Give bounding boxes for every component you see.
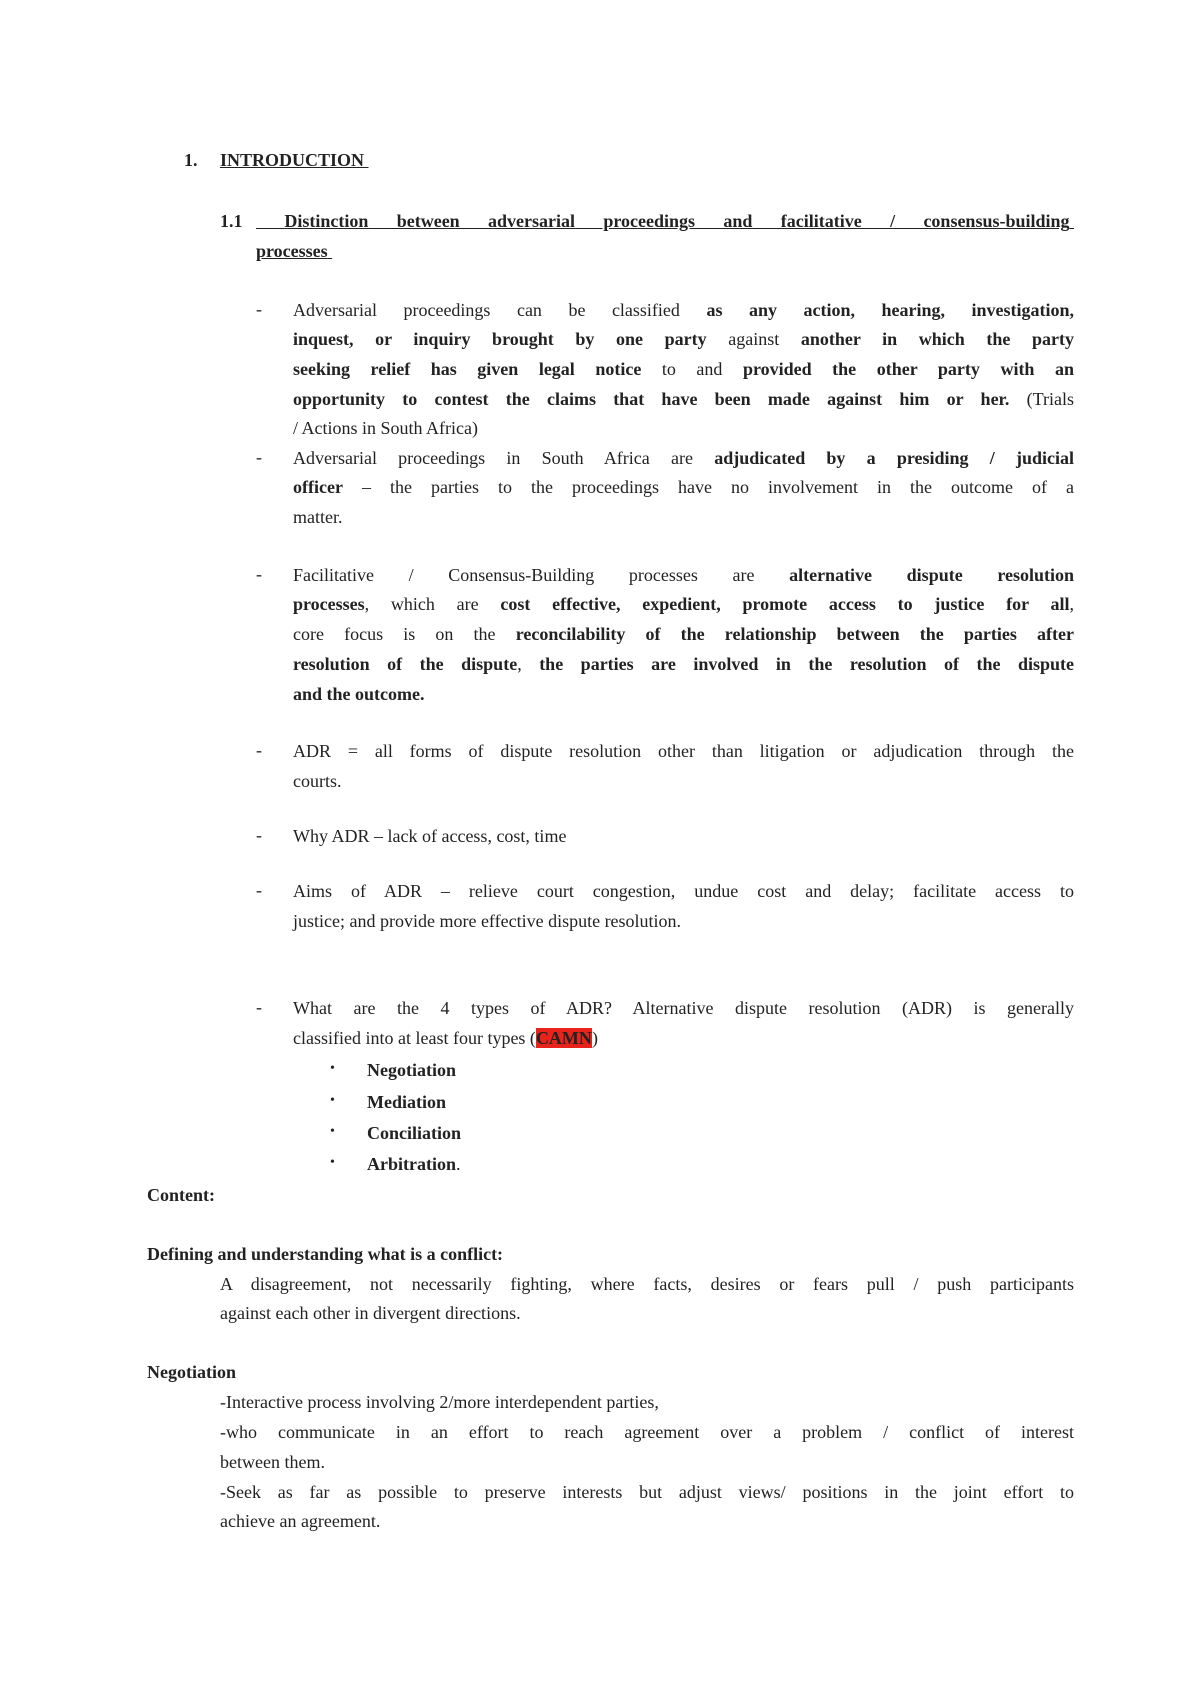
b6-line1: Aims of ADR – relieve court congestion, undue cost and delay; facilitate access to	[293, 881, 1074, 901]
b1-line1: Adversarial proceedings can be classified as any action, hearing, investigation,	[293, 300, 1074, 320]
b3-line5: and the outcome.	[293, 684, 425, 704]
b7-line2: classified into at least four types (CAMN)	[293, 1028, 598, 1048]
b3-line4: resolution of the dispute, the parties are involved in the resolution of the dispute	[293, 654, 1075, 674]
bullet-icon: •	[330, 1061, 335, 1076]
dash-bullet: -	[256, 825, 262, 845]
bullet-icon: •	[330, 1124, 335, 1139]
b5-line1: Why ADR – lack of access, cost, time	[293, 826, 567, 846]
bullet-icon: •	[330, 1093, 335, 1108]
subsection-number: 1.1	[220, 211, 243, 231]
b2-line2: officer – the parties to the proceedings have no involvement in the outcome of a	[293, 477, 1074, 497]
dash-bullet: -	[256, 299, 262, 319]
b3-line2: processes, which are cost effective, expedient, promote access to justice for all,	[293, 594, 1074, 614]
b1-line5: / Actions in South Africa)	[293, 418, 478, 438]
content-label: Content:	[147, 1185, 215, 1205]
camn-highlight: CAMN	[535, 1028, 592, 1048]
type-mediation: Mediation	[367, 1092, 446, 1112]
conflict-line1: A disagreement, not necessarily fighting, where facts, desires or fears pull / push participants	[220, 1274, 1074, 1294]
b2-line1: Adversarial proceedings in South Africa are adjudicated by a presiding / judicial	[293, 448, 1074, 468]
negotiation-line1: -Interactive process involving 2/more interdependent parties,	[220, 1392, 659, 1412]
subsection-title-line1: Distinction between adversarial proceedings and facilitative / consensus-building	[284, 211, 1070, 231]
b4-line2: courts.	[293, 771, 342, 791]
dash-bullet: -	[256, 564, 262, 584]
b3-line3: core focus is on the reconcilability of the relationship between the parties after	[293, 624, 1074, 644]
b1-line3: seeking relief has given legal notice to and provided the other party with an	[293, 359, 1074, 379]
dash-bullet: -	[256, 997, 262, 1017]
bullet-icon: •	[330, 1155, 335, 1170]
dash-bullet: -	[256, 880, 262, 900]
type-conciliation: Conciliation	[367, 1123, 462, 1143]
subsection-title-line2: processes	[256, 241, 328, 261]
conflict-heading: Defining and understanding what is a conflict:	[147, 1244, 504, 1264]
b4-line1: ADR = all forms of dispute resolution other than litigation or adjudication through the	[293, 741, 1074, 761]
b1-line2: inquest, or inquiry brought by one party against another in which the party	[293, 329, 1074, 349]
dash-bullet: -	[256, 740, 262, 760]
dash-bullet: -	[256, 447, 262, 467]
negotiation-line2: -who communicate in an effort to reach agreement over a problem / conflict of interest	[220, 1422, 1074, 1442]
negotiation-line5: achieve an agreement.	[220, 1511, 381, 1531]
b2-line3: matter.	[293, 507, 343, 527]
b6-line2: justice; and provide more effective dispute resolution.	[293, 911, 682, 931]
section-number: 1.	[184, 150, 198, 170]
negotiation-line3: between them.	[220, 1452, 325, 1472]
b1-line4: opportunity to contest the claims that have been made against him or her. (Trials	[293, 389, 1074, 409]
type-negotiation: Negotiation	[367, 1060, 456, 1080]
b3-line1: Facilitative / Consensus-Building processes are alternative dispute resolution	[293, 565, 1074, 585]
conflict-line2: against each other in divergent directions.	[220, 1303, 521, 1323]
section-title: INTRODUCTION	[220, 150, 365, 170]
b7-line1: What are the 4 types of ADR? Alternative dispute resolution (ADR) is generally	[293, 998, 1074, 1018]
negotiation-line4: -Seek as far as possible to preserve interests but adjust views/ positions in the joint effort to	[220, 1482, 1074, 1502]
type-arbitration: Arbitration.	[367, 1154, 461, 1174]
negotiation-heading: Negotiation	[147, 1362, 236, 1382]
